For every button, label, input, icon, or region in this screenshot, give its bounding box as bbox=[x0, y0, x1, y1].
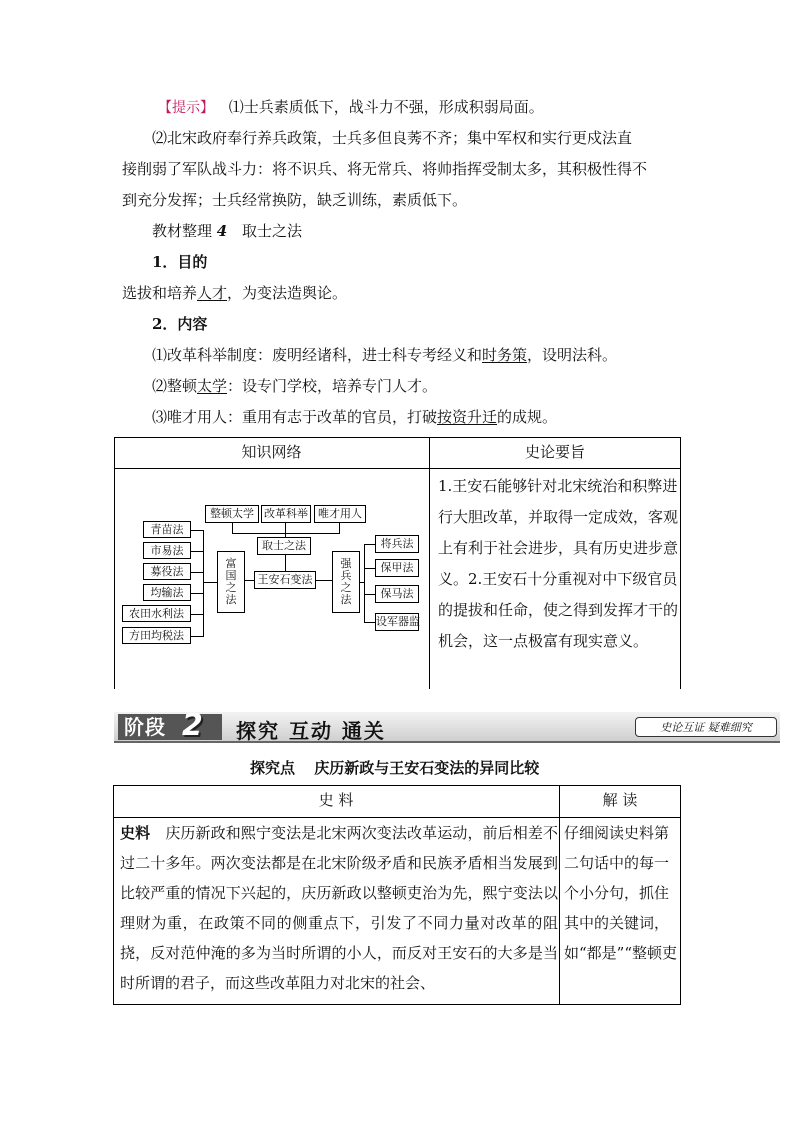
diagram-right-item-2: 保甲法 bbox=[375, 559, 419, 577]
source-text bbox=[120, 818, 558, 998]
content-item-3 bbox=[152, 407, 557, 427]
diagram-left-item-3: 募役法 bbox=[143, 563, 191, 580]
hint-line-1 bbox=[158, 97, 544, 118]
knowledge-table bbox=[114, 437, 681, 689]
stage-tag: 史论互证 疑难细究 bbox=[635, 717, 777, 737]
diagram-item-top-1: 整顿太学 bbox=[205, 505, 259, 523]
stage-label: 阶段 bbox=[118, 714, 222, 740]
stage-number: 2 bbox=[182, 708, 203, 743]
history-theme-header: 史论要旨 bbox=[524, 443, 585, 461]
diagram-group-left bbox=[217, 551, 245, 613]
content-item-2-underlined: 太学 bbox=[197, 377, 228, 395]
source-header: 史 料 bbox=[318, 791, 354, 809]
diagram-item-center: 王安石变法 bbox=[254, 571, 316, 589]
reading-text: 仔细阅读史料第二句话中的每一个小分句，抓住其中的关键词，如“都是”“整顿吏 bbox=[564, 824, 678, 962]
purpose-post: ，为变法造舆论。 bbox=[227, 284, 348, 302]
diagram-left-item-5: 农田水利法 bbox=[122, 605, 191, 622]
explore-heading bbox=[250, 757, 539, 778]
content-item-1 bbox=[152, 345, 617, 365]
hint-point-2c: 到充分发挥；士兵经常换防，缺乏训练，素质低下。 bbox=[122, 191, 468, 209]
purpose-pre: 选拔和培养 bbox=[122, 284, 198, 302]
hint-point-1: ⑴士兵素质低下，战斗力不强，形成积弱局面。 bbox=[228, 98, 544, 116]
stage-banner bbox=[114, 708, 780, 743]
content-item-2-post: ：设专门学校，培养专门人才。 bbox=[227, 377, 438, 395]
diagram-item-top-3: 唯才用人 bbox=[314, 505, 366, 523]
content-heading: 2．内容 bbox=[152, 315, 208, 333]
content-item-1-pre: ⑴改革科举制度：废明经诸科，进士科专考经义和 bbox=[152, 346, 483, 364]
content-item-3-post: 的成规。 bbox=[497, 408, 558, 426]
content-item-3-pre: ⑶唯才用人：重用有志于改革的官员，打破 bbox=[152, 408, 438, 426]
diagram-right-item-3: 保马法 bbox=[375, 585, 419, 603]
diagram-left-item-6: 方田均税法 bbox=[122, 627, 191, 644]
reading-header: 解 读 bbox=[602, 791, 638, 809]
section-heading bbox=[152, 221, 302, 241]
section-heading-title: 取士之法 bbox=[242, 222, 303, 240]
diagram-group-right bbox=[332, 551, 360, 613]
knowledge-network-header: 知识网络 bbox=[241, 443, 302, 461]
content-item-3-underlined: 按资升迁 bbox=[437, 408, 498, 426]
hint-label: 【提示】 bbox=[158, 100, 214, 116]
diagram-group-left-label: 富国之法 bbox=[225, 557, 237, 606]
diagram-item-qushi: 取士之法 bbox=[257, 537, 311, 555]
diagram-right-item-4: 设军器监 bbox=[375, 613, 419, 631]
diagram-left-item-1: 青苗法 bbox=[143, 521, 191, 538]
purpose-heading: 1．目的 bbox=[152, 253, 208, 271]
source-label: 史料 bbox=[120, 824, 151, 842]
source-body: 庆历新政和熙宁变法是北宋两次变法改革运动，前后相差不过二十多年。两次变法都是在北宋阶级矛盾和民族矛盾相当发展到比较严重的情况下兴起的，庆历新政以整顿吏治为先，熙宁变法以理财为重，在政策不同的侧重点下，引发了不同力量对改革的阻挠，反对范仲淹的多为当时所谓的小人，而反对王安石的大多是当时所谓的君子，而这些改革阻力对北宋的社会、 bbox=[120, 824, 558, 992]
content-item-1-post: ，设明法科。 bbox=[527, 346, 618, 364]
diagram-right-item-1: 将兵法 bbox=[375, 535, 419, 553]
purpose-text bbox=[122, 283, 347, 303]
section-heading-prefix: 教材整理 bbox=[152, 222, 213, 240]
diagram-left-item-4: 均输法 bbox=[143, 584, 191, 601]
section-heading-number: 4 bbox=[216, 222, 228, 240]
content-item-2 bbox=[152, 376, 437, 396]
stage-title: 探究 互动 通关 bbox=[236, 719, 386, 743]
hint-point-2b: 接削弱了军队战斗力：将不识兵、将无常兵、将帅指挥受制太多，其积极性得不 bbox=[122, 160, 648, 178]
purpose-underlined: 人才 bbox=[197, 284, 228, 302]
history-theme-note: 1.王安石能够针对北宋统治和积弊进行大胆改革，并取得一定成效，客观上有利于社会进步，具有历史进步意义。2.王安石十分重视对中下级官员的提拔和任命，使之得到发挥才干的机会，这一点极富有现实意义。 bbox=[438, 477, 679, 650]
diagram-item-top-2: 改革科举 bbox=[261, 505, 311, 523]
content-item-2-pre: ⑵整顿 bbox=[152, 377, 198, 395]
explore-label: 探究点 bbox=[250, 759, 296, 777]
explore-title: 庆历新政与王安石变法的异同比较 bbox=[314, 759, 540, 777]
hint-point-2a: ⑵北宋政府奉行养兵政策，士兵多但良莠不齐；集中军权和实行更戍法直 bbox=[152, 129, 633, 147]
content-item-1-underlined: 时务策 bbox=[482, 346, 528, 364]
diagram-group-right-label: 强兵之法 bbox=[340, 557, 352, 606]
source-table bbox=[113, 785, 681, 1005]
diagram-left-item-2: 市易法 bbox=[143, 542, 191, 559]
